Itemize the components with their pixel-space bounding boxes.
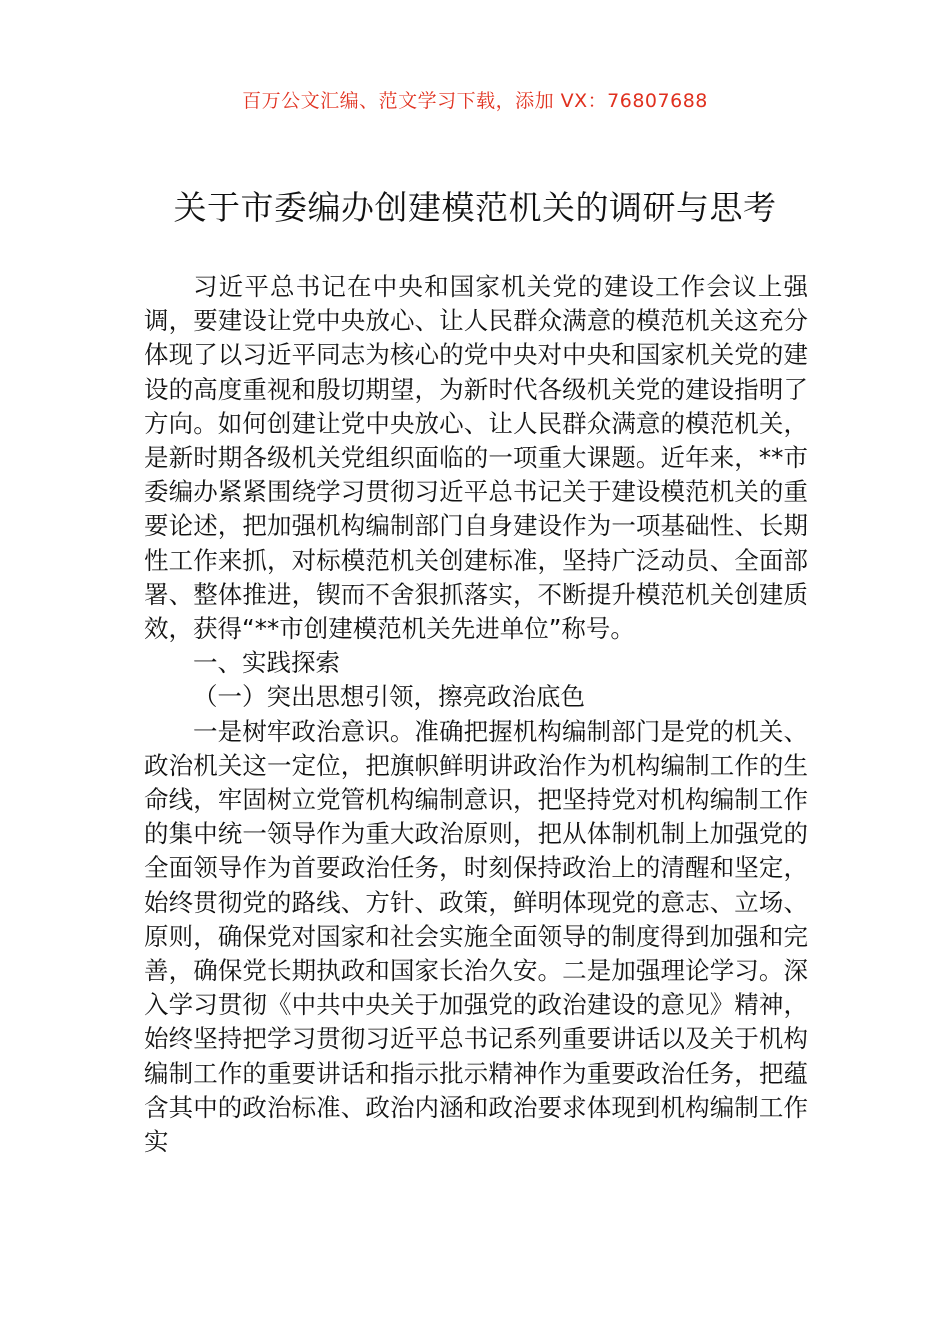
subsection-heading: （一）突出思想引领，擦亮政治底色 bbox=[193, 682, 585, 712]
intro-paragraph: 习近平总书记在中央和国家机关党的建设工作会议上强调，要建设让党中央放心、让人民群众满意的模范机关这充分体现了以习近平同志为核心的党中央对中央和国家机关党的建设的高度重视和殷切期望，为新时代各级机关党的建设指明了方向。如何创建让党中央放心、让人民群众满意的模范机关，是新时期各级机关党组织面临的一项重大课题。近年来，**市委编办紧紧围绕学习贯彻习近平总书记关于建设模范机关的重要论述，把加强机构编制部门自身建设作为一项基础性、长期性工作来抓，对标模范机关创建标准，坚持广泛动员、全面部署、整体推进，锲而不舍狠抓落实，不断提升模范机关创建质效，获得“**市创建模范机关先进单位”称号。 bbox=[144, 272, 808, 644]
header-watermark-note: 百万公文汇编、范文学习下载，添加 VX：76807688 bbox=[242, 90, 708, 112]
section-heading: 一、实践探索 bbox=[193, 648, 340, 678]
body-paragraph: 一是树牢政治意识。准确把握机构编制部门是党的机关、政治机关这一定位，把旗帜鲜明讲政治作为机构编制工作的生命线，牢固树立党管机构编制意识，把坚持党对机构编制工作的集中统一领导作为重大政治原则，把从体制机制上加强党的全面领导作为首要政治任务，时刻保持政治上的清醒和坚定，始终贯彻党的路线、方针、政策，鲜明体现党的意志、立场、原则，确保党对国家和社会实施全面领导的制度得到加强和完善，确保党长期执政和国家长治久安。二是加强理论学习。深入学习贯彻《中共中央关于加强党的政治建设的意见》精神，始终坚持把学习贯彻习近平总书记系列重要讲话以及关于机构编制工作的重要讲话和指示批示精神作为重要政治任务，把蕴含其中的政治标准、政治内涵和政治要求体现到机构编制工作实 bbox=[144, 716, 808, 1157]
document-title: 关于市委编办创建模范机关的调研与思考 bbox=[173, 188, 777, 227]
document-body bbox=[144, 270, 808, 1159]
